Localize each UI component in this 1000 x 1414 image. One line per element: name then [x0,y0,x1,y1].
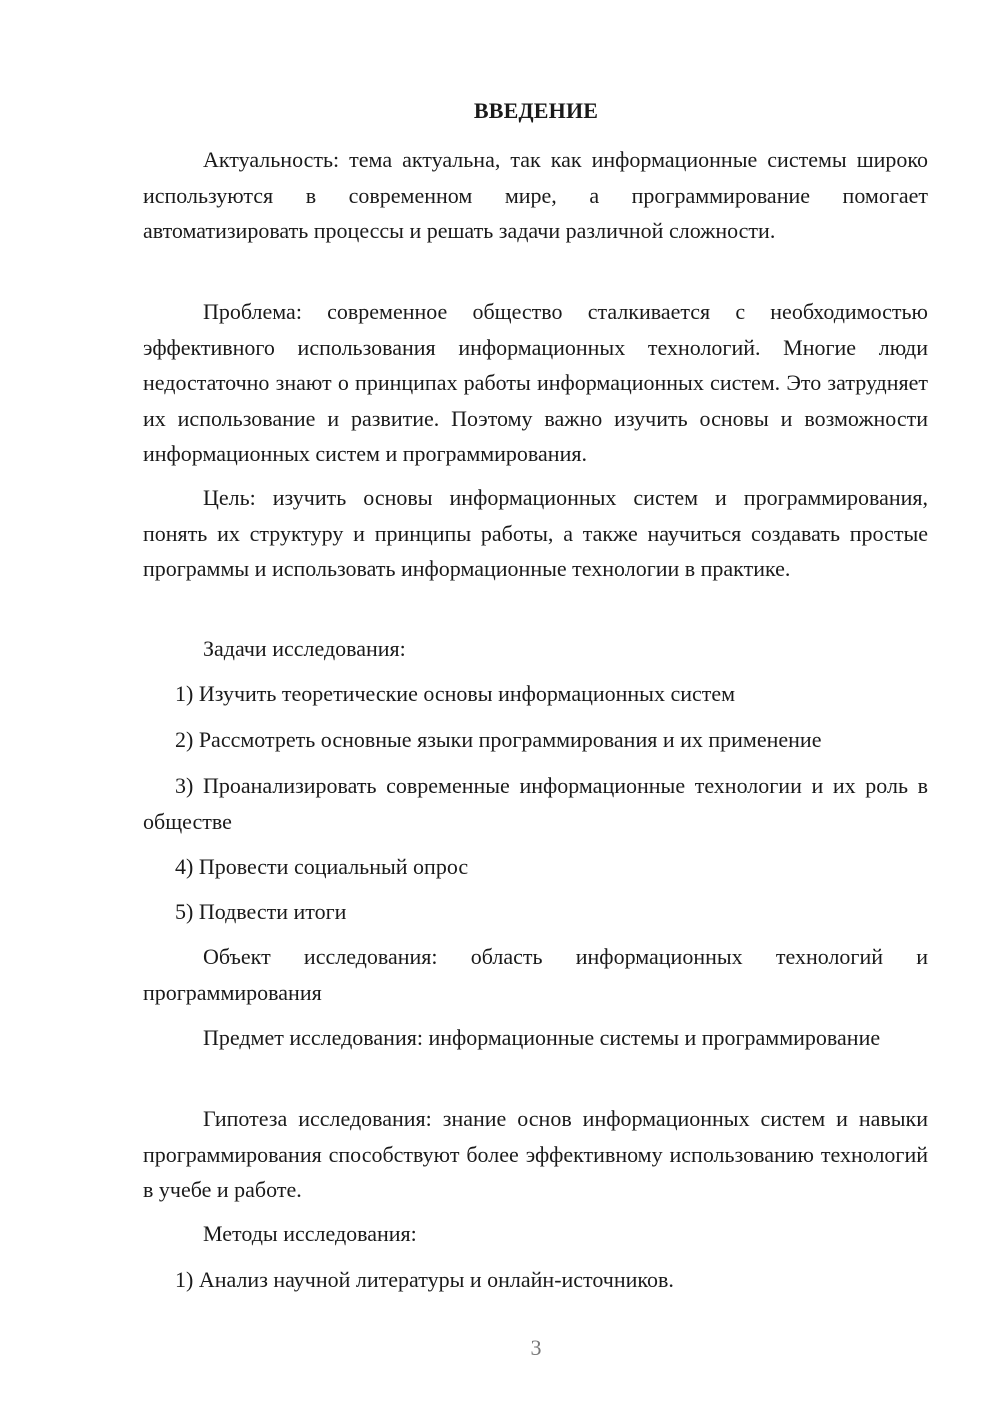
paragraph-goal: Цель: изучить основы информационных систем и программирования, понять их структуру и принципы работы, а также научиться создавать простые программы и использовать информационные технологии в практике. [143,485,928,581]
paragraph-relevance: Актуальность: тема актуальна, так как информационные системы широко используются в современном мире, а программирование помогает автоматизировать процессы и решать задачи различной сложности. [143,147,928,243]
page-number: 3 [530,1335,542,1360]
page-title: ВВЕДЕНИЕ [473,98,599,123]
method-item-1: 1) Анализ научной литературы и онлайн-источников. [175,1267,674,1292]
methods-heading: Методы исследования: [203,1221,417,1246]
paragraph-problem: Проблема: современное общество сталкивается с необходимостью эффективного использования информационных технологий. Многие люди недостаточно знают о принципах работы информационных систем. Это затрудняет их использование и развитие. Поэтому важно изучить основы и возможности информационных систем и программирования. [143,299,928,466]
tasks-heading: Задачи исследования: [203,636,406,661]
task-item-1: 1) Изучить теоретические основы информационных систем [175,681,736,706]
task-item-3: 3) Проанализировать современные информационные технологии и их роль в обществе [143,773,928,834]
task-item-5: 5) Подвести итоги [175,899,347,924]
task-item-4: 4) Провести социальный опрос [175,854,469,879]
task-item-2: 2) Рассмотреть основные языки программирования и их применение [175,727,822,752]
paragraph-subject: Предмет исследования: информационные системы и программирование [203,1025,881,1050]
paragraph-object: Объект исследования: область информационных технологий и программирования [143,944,928,1005]
paragraph-hypothesis: Гипотеза исследования: знание основ информационных систем и навыки программирования способствуют более эффективному использованию технологий в учебе и работе. [143,1106,928,1202]
